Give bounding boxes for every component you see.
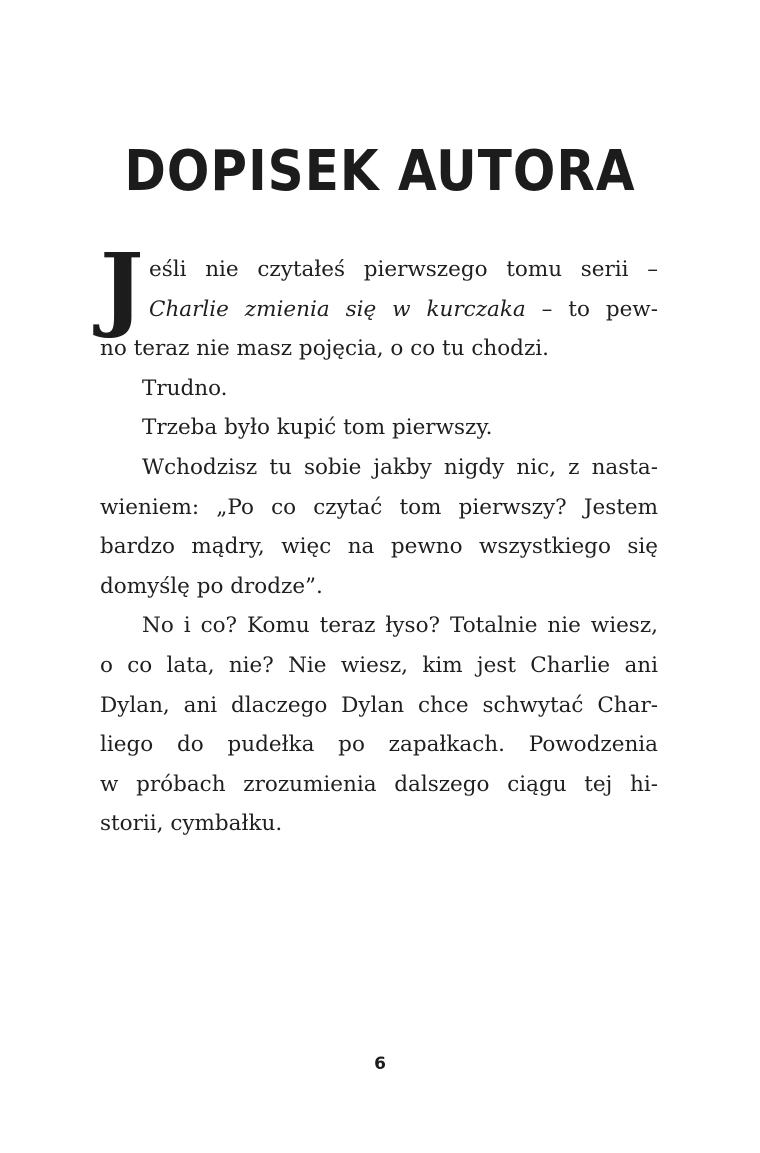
text-line: Trzeba było kupić tom pierwszy. [142,415,493,441]
text-line: no teraz nie masz pojęcia, o co tu chodzi. [100,336,549,362]
text-segment: – to pew- [525,296,658,322]
text-line: bardzo mądry, więc na pewno wszystkiego się [100,534,658,560]
text-line: Dylan, ani dlaczego Dylan chce schwytać Char- [100,692,658,718]
page-number: 6 [374,1054,386,1074]
text-line: Wchodzisz tu sobie jakby nigdy nic, z nasta- [142,454,658,480]
drop-cap: J [100,233,144,341]
book-title-italic: Charlie zmienia się w kurczaka [149,296,526,322]
text-line: o co lata, nie? Nie wiesz, kim jest Charlie ani [100,652,658,678]
text-line: wieniem: „Po co czytać tom pierwszy? Jestem [100,494,658,520]
text-line: Trudno. [142,375,228,401]
text-line: domyślę po drodze”. [100,573,323,599]
text-line: liego do pudełka po zapałkach. Powodzenia [100,732,658,758]
text-line: w próbach zrozumienia dalszego ciągu tej hi- [100,771,658,797]
text-line: eśli nie czytałeś pierwszego tomu serii – [149,257,658,282]
body-text [100,233,658,844]
text-line: No i co? Komu teraz łyso? Totalnie nie wiesz, [142,613,658,639]
page-title: DOPISEK AUTORA [124,138,636,203]
text-line: storii, cymbałku. [100,811,283,837]
text-line [100,290,658,330]
